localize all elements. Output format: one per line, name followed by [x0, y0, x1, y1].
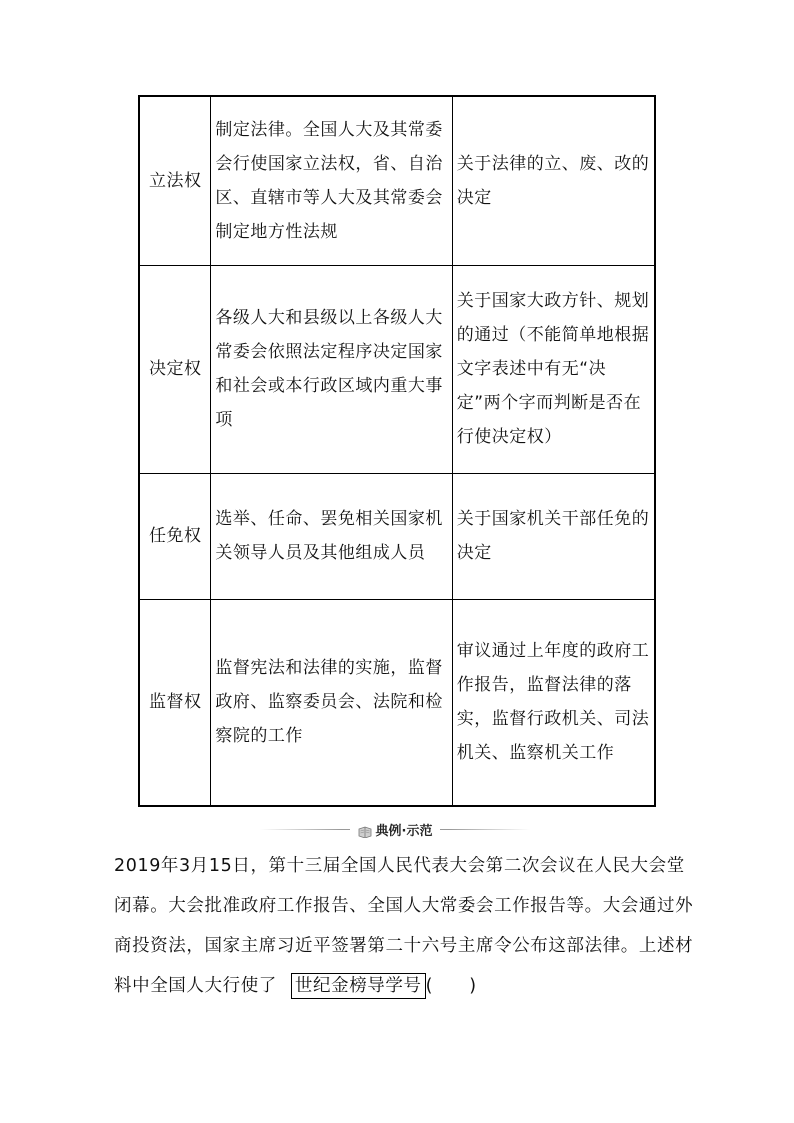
- question-text: 2019年3月15日，第十三届全国人民代表大会第二次会议在人民大会堂闭幕。大会批准政府工作报告、全国人大常委会工作报告等。大会通过外商投资法，国家主席习近平签署第二十六号主席令公布这部法律。上述材料中全国人大行使了: [114, 856, 694, 996]
- power-example: 关于国家大政方针、规划的通过（不能简单地根据文字表述中有无“决定”两个字而判断是否在行使决定权）: [452, 265, 655, 473]
- table-row: [139, 473, 655, 599]
- section-header: [260, 816, 530, 842]
- power-description: 各级人大和县级以上各级人大常委会依照法定程序决定国家和社会或本行政区域内重大事项: [211, 265, 452, 473]
- book-icon: [358, 823, 372, 835]
- table-row: [139, 265, 655, 473]
- power-name: 决定权: [139, 265, 211, 473]
- power-example: 审议通过上年度的政府工作报告，监督法律的落实，监督行政机关、司法机关、监察机关工作: [452, 599, 655, 806]
- section-title: 典例·示范: [375, 823, 433, 839]
- power-name: 任免权: [139, 473, 211, 599]
- powers-table: [138, 95, 656, 807]
- power-description: 监督宪法和法律的实施，监督政府、监察委员会、法院和检察院的工作: [211, 599, 452, 806]
- example-question: [114, 846, 694, 1006]
- power-name: 监督权: [139, 599, 211, 806]
- table-row: [139, 599, 655, 806]
- answer-blank: ( ): [425, 976, 477, 996]
- power-description: 选举、任命、罢免相关国家机关领导人员及其他组成人员: [211, 473, 452, 599]
- power-example: 关于法律的立、废、改的决定: [452, 96, 655, 265]
- source-stamp: 世纪金榜导学号: [291, 973, 426, 999]
- power-name: 立法权: [139, 96, 211, 265]
- table-row: [139, 96, 655, 265]
- power-description: 制定法律。全国人大及其常委会行使国家立法权，省、自治区、直辖市等人大及其常委会制定地方性法规: [211, 96, 452, 265]
- power-example: 关于国家机关干部任免的决定: [452, 473, 655, 599]
